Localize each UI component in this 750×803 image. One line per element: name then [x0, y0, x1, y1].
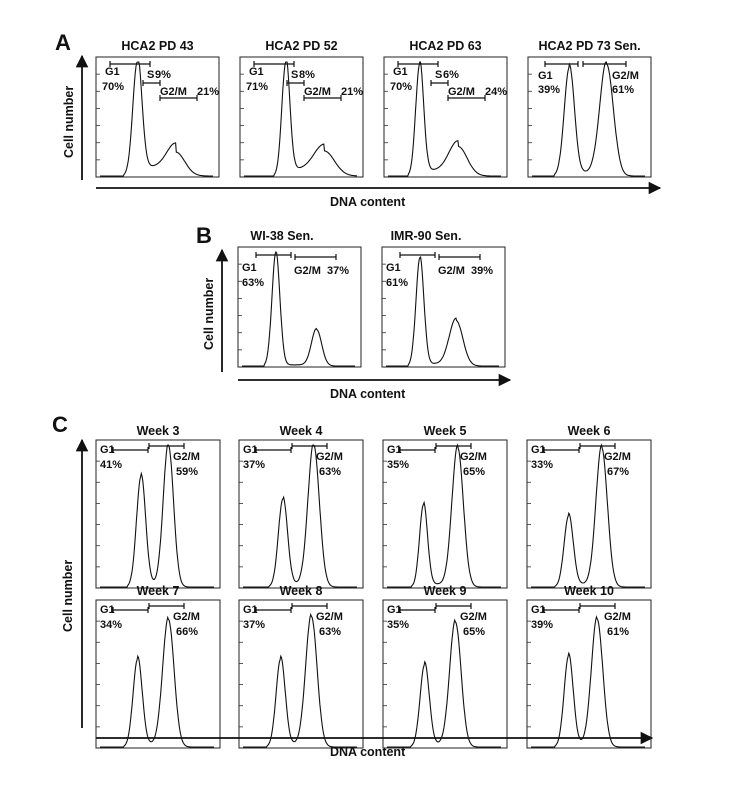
- gate-label-g2m: G2/M: [604, 611, 631, 623]
- subplot-title: Week 8: [279, 584, 323, 598]
- subplot-A2: [240, 39, 363, 177]
- gate-pct-g2m: 65%: [463, 626, 486, 638]
- subplot-title: Week 4: [279, 424, 323, 438]
- y-ticks: [240, 74, 244, 160]
- y-ticks: [383, 461, 387, 567]
- gate-label-g1: G1: [100, 444, 115, 456]
- panel-C: [52, 412, 652, 759]
- subplot-title: HCA2 PD 63: [409, 39, 482, 53]
- gate-g1: [113, 607, 148, 613]
- x-axis-label: DNA content: [330, 745, 406, 759]
- y-ticks: [96, 621, 100, 727]
- subplot-title: HCA2 PD 52: [265, 39, 338, 53]
- gate-pct-g2m: 61%: [607, 626, 630, 638]
- gate-label-g1: G1: [243, 604, 258, 616]
- subplot-title: Week 5: [423, 424, 467, 438]
- gate-g1: [256, 447, 291, 453]
- y-ticks: [239, 621, 243, 727]
- subplot-A4: [528, 39, 651, 177]
- gate-pct-s: 9%: [155, 69, 171, 81]
- gate-pct-g1: 35%: [387, 619, 410, 631]
- y-ticks: [528, 74, 532, 160]
- subplot-C4: [527, 424, 651, 588]
- gate-label-s: S: [147, 69, 155, 81]
- gate-g1: [400, 252, 435, 258]
- gate-pct-g2m: 24%: [485, 86, 508, 98]
- subplot-C5: [96, 584, 220, 748]
- gate-pct-g1: 71%: [246, 81, 269, 93]
- gate-pct-g1: 37%: [243, 619, 266, 631]
- y-ticks: [527, 461, 531, 567]
- gate-g2m: [439, 254, 480, 260]
- gate-label-g2m: G2/M: [612, 70, 639, 82]
- gate-label-g2m: G2/M: [460, 451, 487, 463]
- gate-label-g1: G1: [249, 66, 264, 78]
- subplot-C6: [239, 584, 363, 748]
- subplot-C3: [383, 424, 507, 588]
- gate-label-g2m: G2/M: [173, 611, 200, 623]
- gate-pct-g2m: 59%: [176, 466, 199, 478]
- y-ticks: [527, 621, 531, 727]
- y-axis-label: Cell number: [61, 559, 75, 632]
- gate-label-g2m: G2/M: [160, 86, 187, 98]
- histogram-line: [387, 620, 501, 747]
- subplot-C7: [383, 584, 507, 748]
- gate-g2m: [436, 443, 471, 449]
- subplot-C2: [239, 424, 363, 588]
- gate-label-g1: G1: [393, 66, 408, 78]
- subplot-title: Week 9: [423, 584, 467, 598]
- gate-pct-g1: 39%: [538, 84, 561, 96]
- gate-pct-g2m: 66%: [176, 626, 199, 638]
- gate-label-g2m: G2/M: [448, 86, 475, 98]
- gate-pct-g2m: 63%: [319, 626, 342, 638]
- subplot-title: Week 7: [136, 584, 180, 598]
- gate-pct-g2m: 67%: [607, 466, 630, 478]
- gate-g1: [400, 447, 435, 453]
- gate-pct-g1: 41%: [100, 459, 123, 471]
- gate-label-g1: G1: [531, 444, 546, 456]
- gate-pct-g1: 61%: [386, 277, 409, 289]
- gate-g1: [113, 447, 148, 453]
- gate-pct-g2m: 37%: [327, 265, 350, 277]
- subplot-B1: [238, 229, 361, 367]
- gate-g2m: [436, 603, 471, 609]
- gate-label-g1: G1: [386, 262, 401, 274]
- subplot-B2: [382, 229, 505, 367]
- gate-pct-g2m: 21%: [197, 86, 220, 98]
- gate-pct-g1: 37%: [243, 459, 266, 471]
- gate-label-g1: G1: [387, 444, 402, 456]
- gate-g2m: [149, 603, 184, 609]
- gate-pct-g2m: 39%: [471, 265, 494, 277]
- y-ticks: [96, 74, 100, 160]
- x-axis-label: DNA content: [330, 387, 406, 401]
- subplot-title: HCA2 PD 73 Sen.: [538, 39, 641, 53]
- y-ticks: [383, 621, 387, 727]
- gate-label-g2m: G2/M: [294, 265, 321, 277]
- subplot-C1: [96, 424, 220, 588]
- gate-label-g2m: G2/M: [316, 611, 343, 623]
- gate-label-s: S: [291, 69, 299, 81]
- gate-label-g1: G1: [531, 604, 546, 616]
- gate-g2m: [292, 443, 327, 449]
- gate-label-g2m: G2/M: [173, 451, 200, 463]
- gate-pct-g1: 34%: [100, 619, 123, 631]
- gate-pct-g2m: 63%: [319, 466, 342, 478]
- gate-pct-s: 8%: [299, 69, 315, 81]
- gate-pct-g1: 33%: [531, 459, 554, 471]
- y-ticks: [239, 461, 243, 567]
- subplot-title: Week 3: [136, 424, 180, 438]
- y-axis-label: Cell number: [62, 85, 76, 158]
- gate-g2m: [580, 443, 615, 449]
- subplot-title: Week 10: [564, 584, 614, 598]
- gate-label-g2m: G2/M: [460, 611, 487, 623]
- subplot-A1: [96, 39, 219, 177]
- gate-label-s: S: [435, 69, 443, 81]
- subplot-title: Week 6: [567, 424, 611, 438]
- gate-label-g1: G1: [242, 262, 257, 274]
- panel-B: [196, 223, 510, 401]
- gate-g1: [256, 252, 291, 258]
- x-axis-label: DNA content: [330, 195, 406, 209]
- gate-g2m: [295, 254, 336, 260]
- gate-g1: [545, 61, 578, 67]
- y-ticks: [384, 74, 388, 160]
- gate-g1: [544, 447, 579, 453]
- gate-pct-s: 6%: [443, 69, 459, 81]
- gate-g1: [544, 607, 579, 613]
- panel-letter-A: A: [55, 30, 71, 55]
- panel-A: [55, 30, 660, 209]
- gate-g2m: [292, 603, 327, 609]
- gate-label-g1: G1: [387, 604, 402, 616]
- subplot-title: IMR-90 Sen.: [390, 229, 462, 243]
- gate-label-g1: G1: [105, 66, 120, 78]
- panel-letter-C: C: [52, 412, 68, 437]
- gate-label-g2m: G2/M: [438, 265, 465, 277]
- gate-pct-g1: 70%: [102, 81, 125, 93]
- panel-letter-B: B: [196, 223, 212, 248]
- y-ticks: [96, 461, 100, 567]
- gate-pct-g1: 63%: [242, 277, 265, 289]
- gate-g1: [400, 607, 435, 613]
- gate-g2m: [580, 603, 615, 609]
- subplot-title: WI-38 Sen.: [250, 229, 314, 243]
- gate-pct-g2m: 65%: [463, 466, 486, 478]
- gate-pct-g2m: 61%: [612, 84, 635, 96]
- gate-pct-g1: 70%: [390, 81, 413, 93]
- gate-label-g1: G1: [100, 604, 115, 616]
- y-axis-label: Cell number: [202, 277, 216, 350]
- subplot-C8: [527, 584, 651, 748]
- subplot-A3: [384, 39, 507, 177]
- gate-pct-g1: 39%: [531, 619, 554, 631]
- gate-label-g1: G1: [538, 70, 553, 82]
- gate-g1: [256, 607, 291, 613]
- gate-label-g2m: G2/M: [316, 451, 343, 463]
- gate-pct-g1: 35%: [387, 459, 410, 471]
- gate-label-g1: G1: [243, 444, 258, 456]
- gate-label-g2m: G2/M: [304, 86, 331, 98]
- gate-label-g2m: G2/M: [604, 451, 631, 463]
- subplot-title: HCA2 PD 43: [121, 39, 194, 53]
- gate-pct-g2m: 21%: [341, 86, 364, 98]
